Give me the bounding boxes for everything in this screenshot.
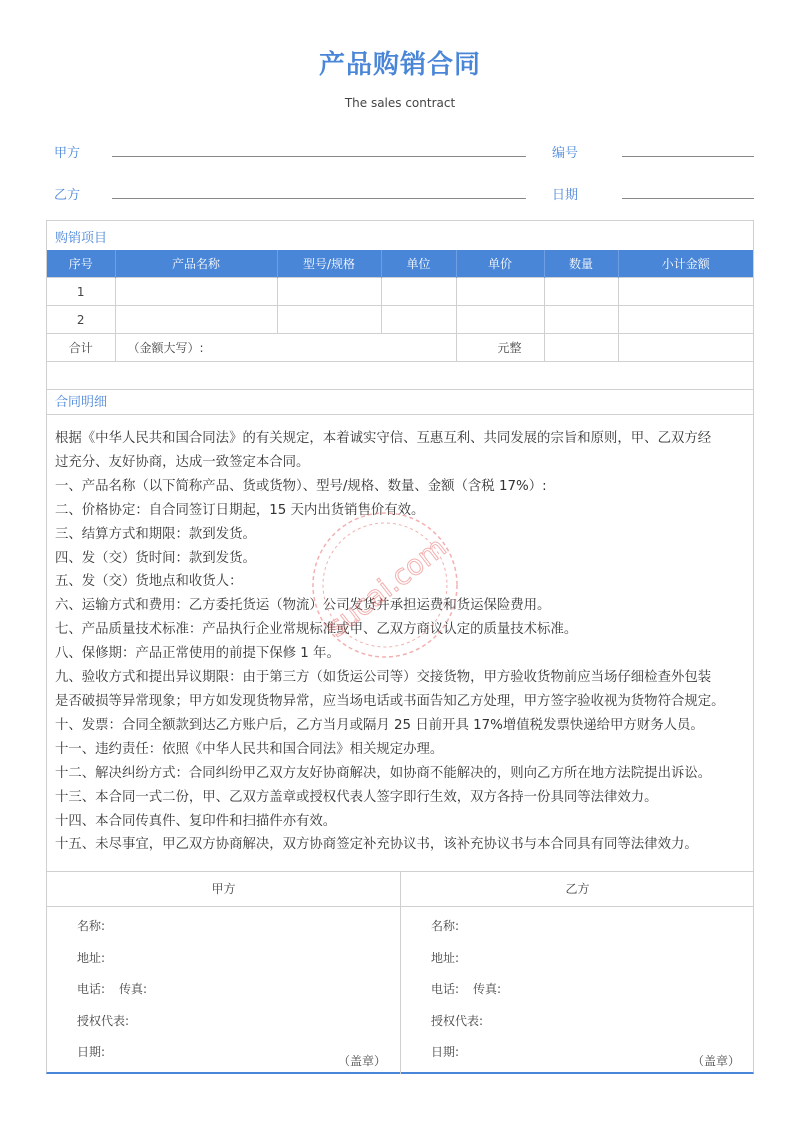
table-cell[interactable]: [544, 278, 618, 306]
table-cell[interactable]: [544, 306, 618, 334]
party-a-name-label[interactable]: 名称:: [77, 919, 106, 933]
party-b-signature: [400, 872, 754, 1074]
party-a-phone-label[interactable]: 电话:: [77, 982, 106, 996]
contract-clause-line: 十二、解决纠纷方式：合同纠纷甲乙双方友好协商解决，如协商不能解决的，则向乙方所在地方法院提出诉讼。: [55, 765, 712, 781]
col-header-unit-price: 单价: [456, 250, 544, 278]
section-divider: [47, 414, 753, 415]
contract-clause-line: 十三、本合同一式二份，甲、乙双方盖章或授权代表人签字即行生效，双方各持一份具同等法律效力。: [55, 789, 658, 805]
contract-clause-line: 是否破损等异常现象；甲方如发现货物异常，应当场电话或书面告知乙方处理，甲方签字验收视为货物符合规定。: [55, 693, 725, 709]
contract-details-text: [55, 427, 745, 857]
party-a-sign-head: 甲方: [47, 872, 400, 907]
party-a-fax-label[interactable]: 传真:: [119, 982, 148, 996]
contract-body-box: [46, 220, 754, 1074]
col-header-model: 型号/规格: [277, 250, 381, 278]
number-input-line[interactable]: [622, 156, 754, 157]
details-section-title: 合同明细: [55, 395, 108, 410]
number-label: 编号: [552, 146, 579, 161]
party-a-input-line[interactable]: [112, 156, 526, 157]
table-cell[interactable]: [381, 278, 456, 306]
party-a-rep-label[interactable]: 授权代表:: [77, 1014, 130, 1028]
party-b-address-label[interactable]: 地址:: [431, 951, 460, 965]
contract-clause-line: 十四、本合同传真件、复印件和扫描件亦有效。: [55, 813, 337, 829]
col-header-index: 序号: [47, 250, 115, 278]
watermark-text: sucai.com: [320, 530, 453, 644]
table-cell[interactable]: [456, 278, 544, 306]
party-b-input-line[interactable]: [112, 198, 526, 199]
yuan-label: 元整: [456, 334, 544, 362]
table-row: [47, 306, 753, 334]
date-label: 日期: [552, 188, 579, 203]
signature-section: [47, 871, 753, 1074]
items-table-header-row: [47, 250, 753, 278]
items-table: [47, 250, 753, 390]
contract-subtitle: The sales contract: [344, 96, 456, 110]
table-cell[interactable]: [618, 334, 753, 362]
party-b-name-label[interactable]: 名称:: [431, 919, 460, 933]
contract-clause-line: 过充分、友好协商，达成一致签定本合同。: [55, 454, 310, 470]
party-b-label: 乙方: [54, 188, 81, 203]
contract-clause-line: 十五、未尽事宜，甲乙双方协商解决，双方协商签定补充协议书，该补充协议书与本合同具有同等法律效力。: [55, 837, 698, 853]
contract-clause-line: 十一、违约责任：依照《中华人民共和国合同法》相关规定办理。: [55, 741, 444, 757]
table-cell-index: 1: [47, 278, 115, 306]
table-cell[interactable]: [115, 278, 277, 306]
table-cell[interactable]: [115, 306, 277, 334]
contract-clause-line: 三、结算方式和期限：款到发货。: [55, 526, 256, 542]
table-cell[interactable]: [456, 306, 544, 334]
contract-title: 产品购销合同: [318, 50, 481, 80]
table-cell-index: 2: [47, 306, 115, 334]
party-a-signature: [47, 872, 400, 1074]
contract-clause-line: 五、发（交）货地点和收货人：: [55, 574, 243, 590]
party-a-date-label[interactable]: 日期:: [77, 1045, 106, 1059]
amount-in-words-label[interactable]: （金额大写）:: [115, 334, 456, 362]
party-a-address-label[interactable]: 地址:: [77, 951, 106, 965]
contract-clause-line: 四、发（交）货时间：款到发货。: [55, 550, 256, 566]
party-b-sign-head: 乙方: [401, 872, 754, 907]
party-a-label: 甲方: [54, 146, 81, 161]
party-b-date-label[interactable]: 日期:: [431, 1045, 460, 1059]
table-cell[interactable]: [618, 278, 753, 306]
contract-clause-line: 一、产品名称（以下简称产品、货或货物）、型号/规格、数量、金额（含税 17%）:: [55, 478, 547, 494]
col-header-quantity: 数量: [544, 250, 618, 278]
contract-clause-line: 二、价格协定：自合同签订日期起，15 天内出货销售价有效。: [55, 502, 425, 518]
contract-clause-line: 根据《中华人民共和国合同法》的有关规定，本着诚实守信、互惠互利、共同发展的宗旨和原则，甲、乙双方经: [55, 431, 712, 446]
table-total-row: [47, 334, 753, 362]
contract-clause-line: 六、运输方式和费用：乙方委托货运（物流）公司发货并承担运费和货运保险费用。: [55, 598, 551, 614]
col-header-product-name: 产品名称: [115, 250, 277, 278]
contract-clause-line: 十、发票：合同全额款到达乙方账户后，乙方当月或隔月 25 日前开具 17%增值税发票快递给甲方财务人员。: [55, 717, 704, 733]
party-a-seal-label: （盖章）: [337, 1054, 386, 1068]
table-row: [47, 278, 753, 306]
table-cell[interactable]: [381, 306, 456, 334]
items-section-title: 购销项目: [55, 231, 108, 246]
table-cell[interactable]: [544, 334, 618, 362]
contract-clause-line: 七、产品质量技术标准：产品执行企业常规标准或甲、乙双方商议认定的质量技术标准。: [55, 622, 578, 638]
table-cell[interactable]: [277, 278, 381, 306]
contract-clause-line: 九、验收方式和提出异议期限：由于第三方（如货运公司等）交接货物，甲方验收货物前应当场仔细检查外包装: [55, 670, 712, 686]
party-b-rep-label[interactable]: 授权代表:: [431, 1014, 484, 1028]
table-cell[interactable]: [47, 362, 753, 390]
date-input-line[interactable]: [622, 198, 754, 199]
table-blank-row: [47, 362, 753, 390]
total-label: 合计: [47, 334, 115, 362]
party-b-fax-label[interactable]: 传真:: [473, 982, 502, 996]
contract-clause-line: 八、保修期：产品正常使用的前提下保修 1 年。: [55, 646, 340, 662]
col-header-subtotal: 小计金额: [618, 250, 753, 278]
col-header-unit: 单位: [381, 250, 456, 278]
party-b-seal-label: （盖章）: [691, 1054, 740, 1068]
table-cell[interactable]: [277, 306, 381, 334]
table-cell[interactable]: [618, 306, 753, 334]
party-b-phone-label[interactable]: 电话:: [431, 982, 460, 996]
